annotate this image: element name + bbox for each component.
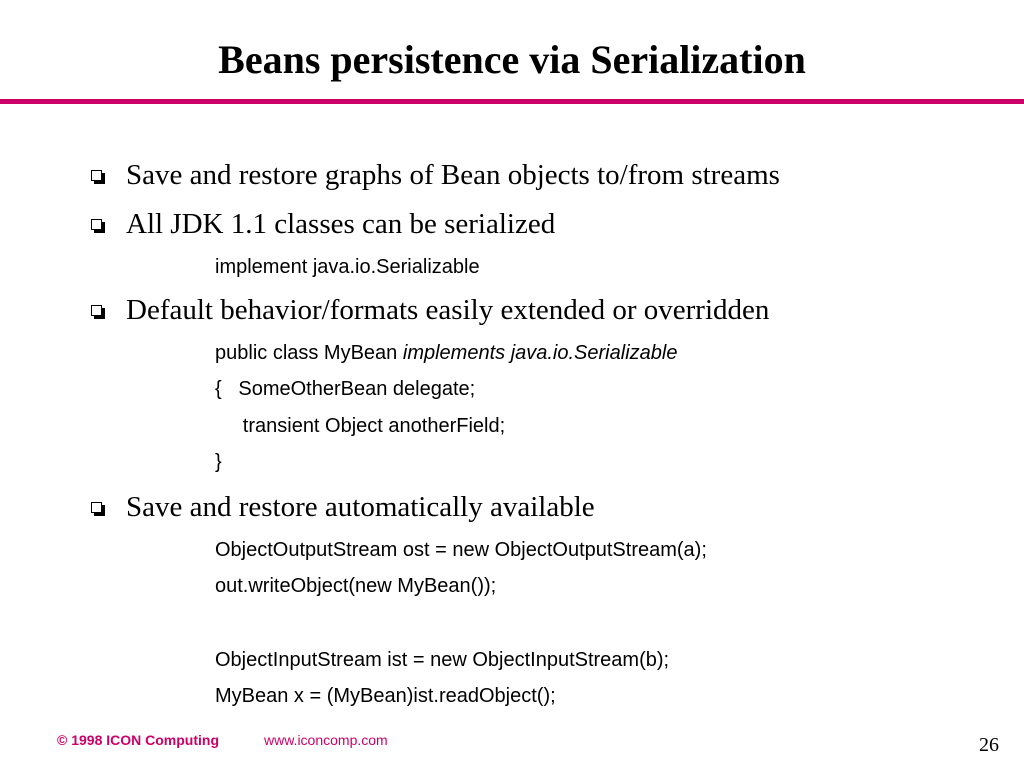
bullet-square-icon <box>91 219 105 233</box>
title-divider <box>0 99 1024 104</box>
code-line: out.writeObject(new MyBean()); <box>215 575 497 597</box>
footer-copyright: © 1998 ICON Computing <box>57 732 219 748</box>
code-line: { SomeOtherBean delegate; <box>215 378 476 400</box>
page-number: 26 <box>979 734 999 756</box>
code-line: implement java.io.Serializable <box>215 256 480 278</box>
bullet-square-icon <box>91 502 105 516</box>
bullet-square-icon <box>91 170 105 184</box>
code-line: } <box>215 451 222 473</box>
bullet-text: All JDK 1.1 classes can be serialized <box>126 208 556 240</box>
bullet-text: Default behavior/formats easily extended or overridden <box>126 294 770 326</box>
bullet-text: Save and restore graphs of Bean objects to/from streams <box>126 159 780 191</box>
code-plain: public class MyBean <box>215 342 403 364</box>
code-line <box>215 341 677 365</box>
code-line: MyBean x = (MyBean)ist.readObject(); <box>215 685 556 707</box>
code-line: ObjectInputStream ist = new ObjectInputStream(b); <box>215 649 670 671</box>
bullet-text: Save and restore automatically available <box>126 491 595 523</box>
slide-title: Beans persistence via Serialization <box>218 37 806 82</box>
footer-url-link[interactable]: www.iconcomp.com <box>264 732 388 748</box>
code-line: ObjectOutputStream ost = new ObjectOutputStream(a); <box>215 539 707 561</box>
code-italic: implements java.io.Serializable <box>402 342 678 364</box>
bullet-square-icon <box>91 305 105 319</box>
code-line: transient Object anotherField; <box>215 415 506 437</box>
